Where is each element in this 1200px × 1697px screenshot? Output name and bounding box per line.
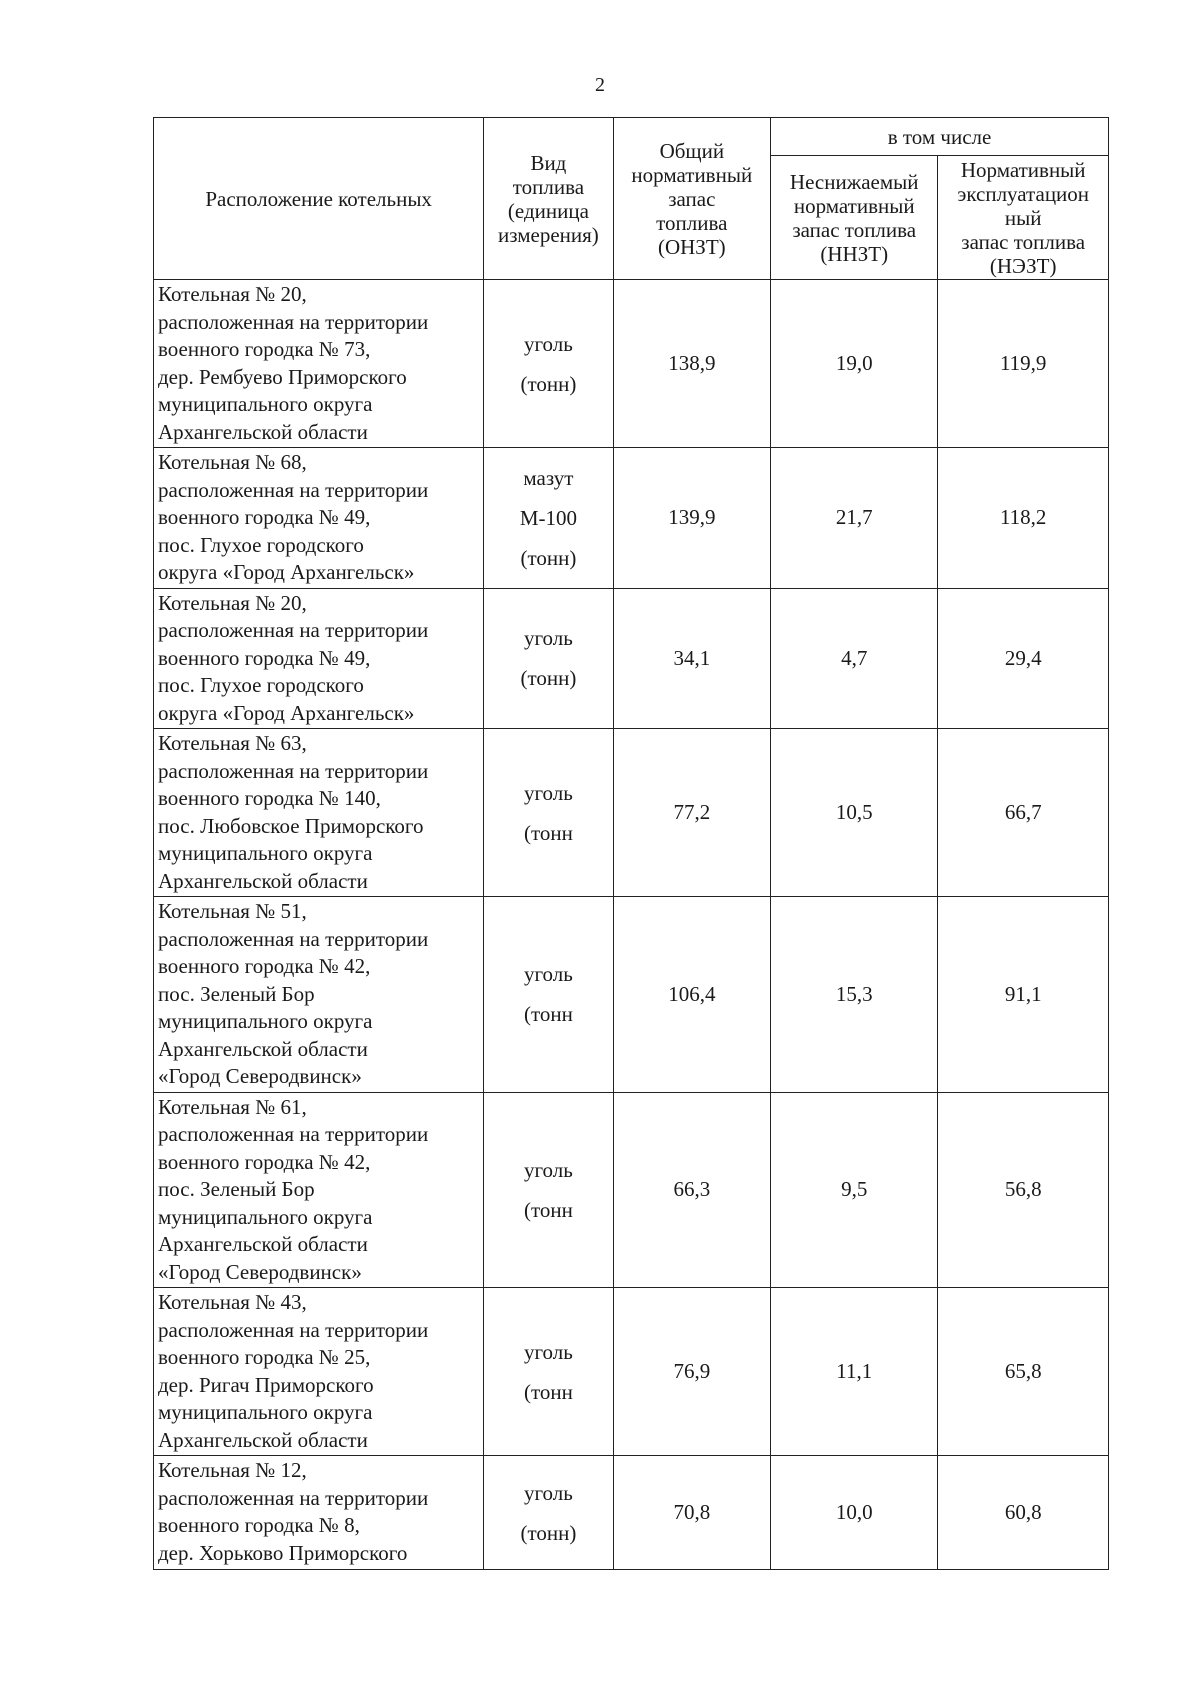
cell-total: 70,8: [613, 1456, 771, 1570]
cell-location: Котельная № 20, расположенная на территории военного городка № 49, пос. Глухое городского округа «Город Архангельск»: [154, 588, 484, 729]
header-location: Расположение котельных: [154, 118, 484, 280]
cell-location: Котельная № 12, расположенная на территории военного городка № 8, дер. Хорьково Приморского: [154, 1456, 484, 1570]
cell-nnzt: 15,3: [771, 897, 938, 1093]
header-including: в том числе: [771, 118, 1109, 156]
cell-nezt: 91,1: [938, 897, 1109, 1093]
fuel-reserve-table: [153, 117, 1109, 1570]
cell-total: 34,1: [613, 588, 771, 729]
cell-fuel: уголь (тонн: [484, 729, 613, 897]
cell-nnzt: 21,7: [771, 448, 938, 589]
cell-fuel: уголь (тонн: [484, 897, 613, 1093]
cell-total: 66,3: [613, 1092, 771, 1288]
cell-location: Котельная № 68, расположенная на территории военного городка № 49, пос. Глухое городского округа «Город Архангельск»: [154, 448, 484, 589]
cell-nezt: 66,7: [938, 729, 1109, 897]
cell-location: Котельная № 43, расположенная на территории военного городка № 25, дер. Ригач Приморского муниципального округа Архангельской области: [154, 1288, 484, 1456]
table-row: [154, 897, 1109, 1093]
cell-nezt: 65,8: [938, 1288, 1109, 1456]
page-number: 2: [595, 74, 605, 96]
cell-total: 77,2: [613, 729, 771, 897]
cell-nezt: 60,8: [938, 1456, 1109, 1570]
cell-total: 139,9: [613, 448, 771, 589]
table-row: [154, 588, 1109, 729]
cell-nnzt: 10,5: [771, 729, 938, 897]
cell-fuel: уголь (тонн): [484, 1456, 613, 1570]
cell-nezt: 29,4: [938, 588, 1109, 729]
table-row: [154, 1288, 1109, 1456]
cell-fuel: мазут М-100 (тонн): [484, 448, 613, 589]
table-row: [154, 448, 1109, 589]
cell-fuel: уголь (тонн: [484, 1092, 613, 1288]
cell-location: Котельная № 61, расположенная на территории военного городка № 42, пос. Зеленый Бор муниципального округа Архангельской области «Город Северодвинск»: [154, 1092, 484, 1288]
table-body: [154, 280, 1109, 1570]
cell-nnzt: 4,7: [771, 588, 938, 729]
cell-location: Котельная № 63, расположенная на территории военного городка № 140, пос. Любовское Приморского муниципального округа Архангельской области: [154, 729, 484, 897]
header-fuel-type: Вид топлива (единица измерения): [484, 118, 613, 280]
table-row: [154, 1456, 1109, 1570]
cell-nnzt: 9,5: [771, 1092, 938, 1288]
cell-nezt: 56,8: [938, 1092, 1109, 1288]
table-row: [154, 280, 1109, 448]
cell-nezt: 118,2: [938, 448, 1109, 589]
cell-nezt: 119,9: [938, 280, 1109, 448]
cell-total: 138,9: [613, 280, 771, 448]
table-header: [154, 118, 1109, 280]
cell-nnzt: 19,0: [771, 280, 938, 448]
cell-nnzt: 11,1: [771, 1288, 938, 1456]
header-nezt: Нормативный эксплуатацион ный запас топлива (НЭЗТ): [938, 156, 1109, 280]
cell-nnzt: 10,0: [771, 1456, 938, 1570]
cell-total: 106,4: [613, 897, 771, 1093]
cell-fuel: уголь (тонн): [484, 280, 613, 448]
table-row: [154, 1092, 1109, 1288]
cell-fuel: уголь (тонн: [484, 1288, 613, 1456]
table-row: [154, 729, 1109, 897]
cell-location: Котельная № 51, расположенная на территории военного городка № 42, пос. Зеленый Бор муниципального округа Архангельской области «Город Северодвинск»: [154, 897, 484, 1093]
header-total-reserve: Общий нормативный запас топлива (ОНЗТ): [613, 118, 771, 280]
cell-total: 76,9: [613, 1288, 771, 1456]
header-nnzt: Неснижаемый нормативный запас топлива (ННЗТ): [771, 156, 938, 280]
cell-location: Котельная № 20, расположенная на территории военного городка № 73, дер. Рембуево Приморского муниципального округа Архангельской области: [154, 280, 484, 448]
cell-fuel: уголь (тонн): [484, 588, 613, 729]
